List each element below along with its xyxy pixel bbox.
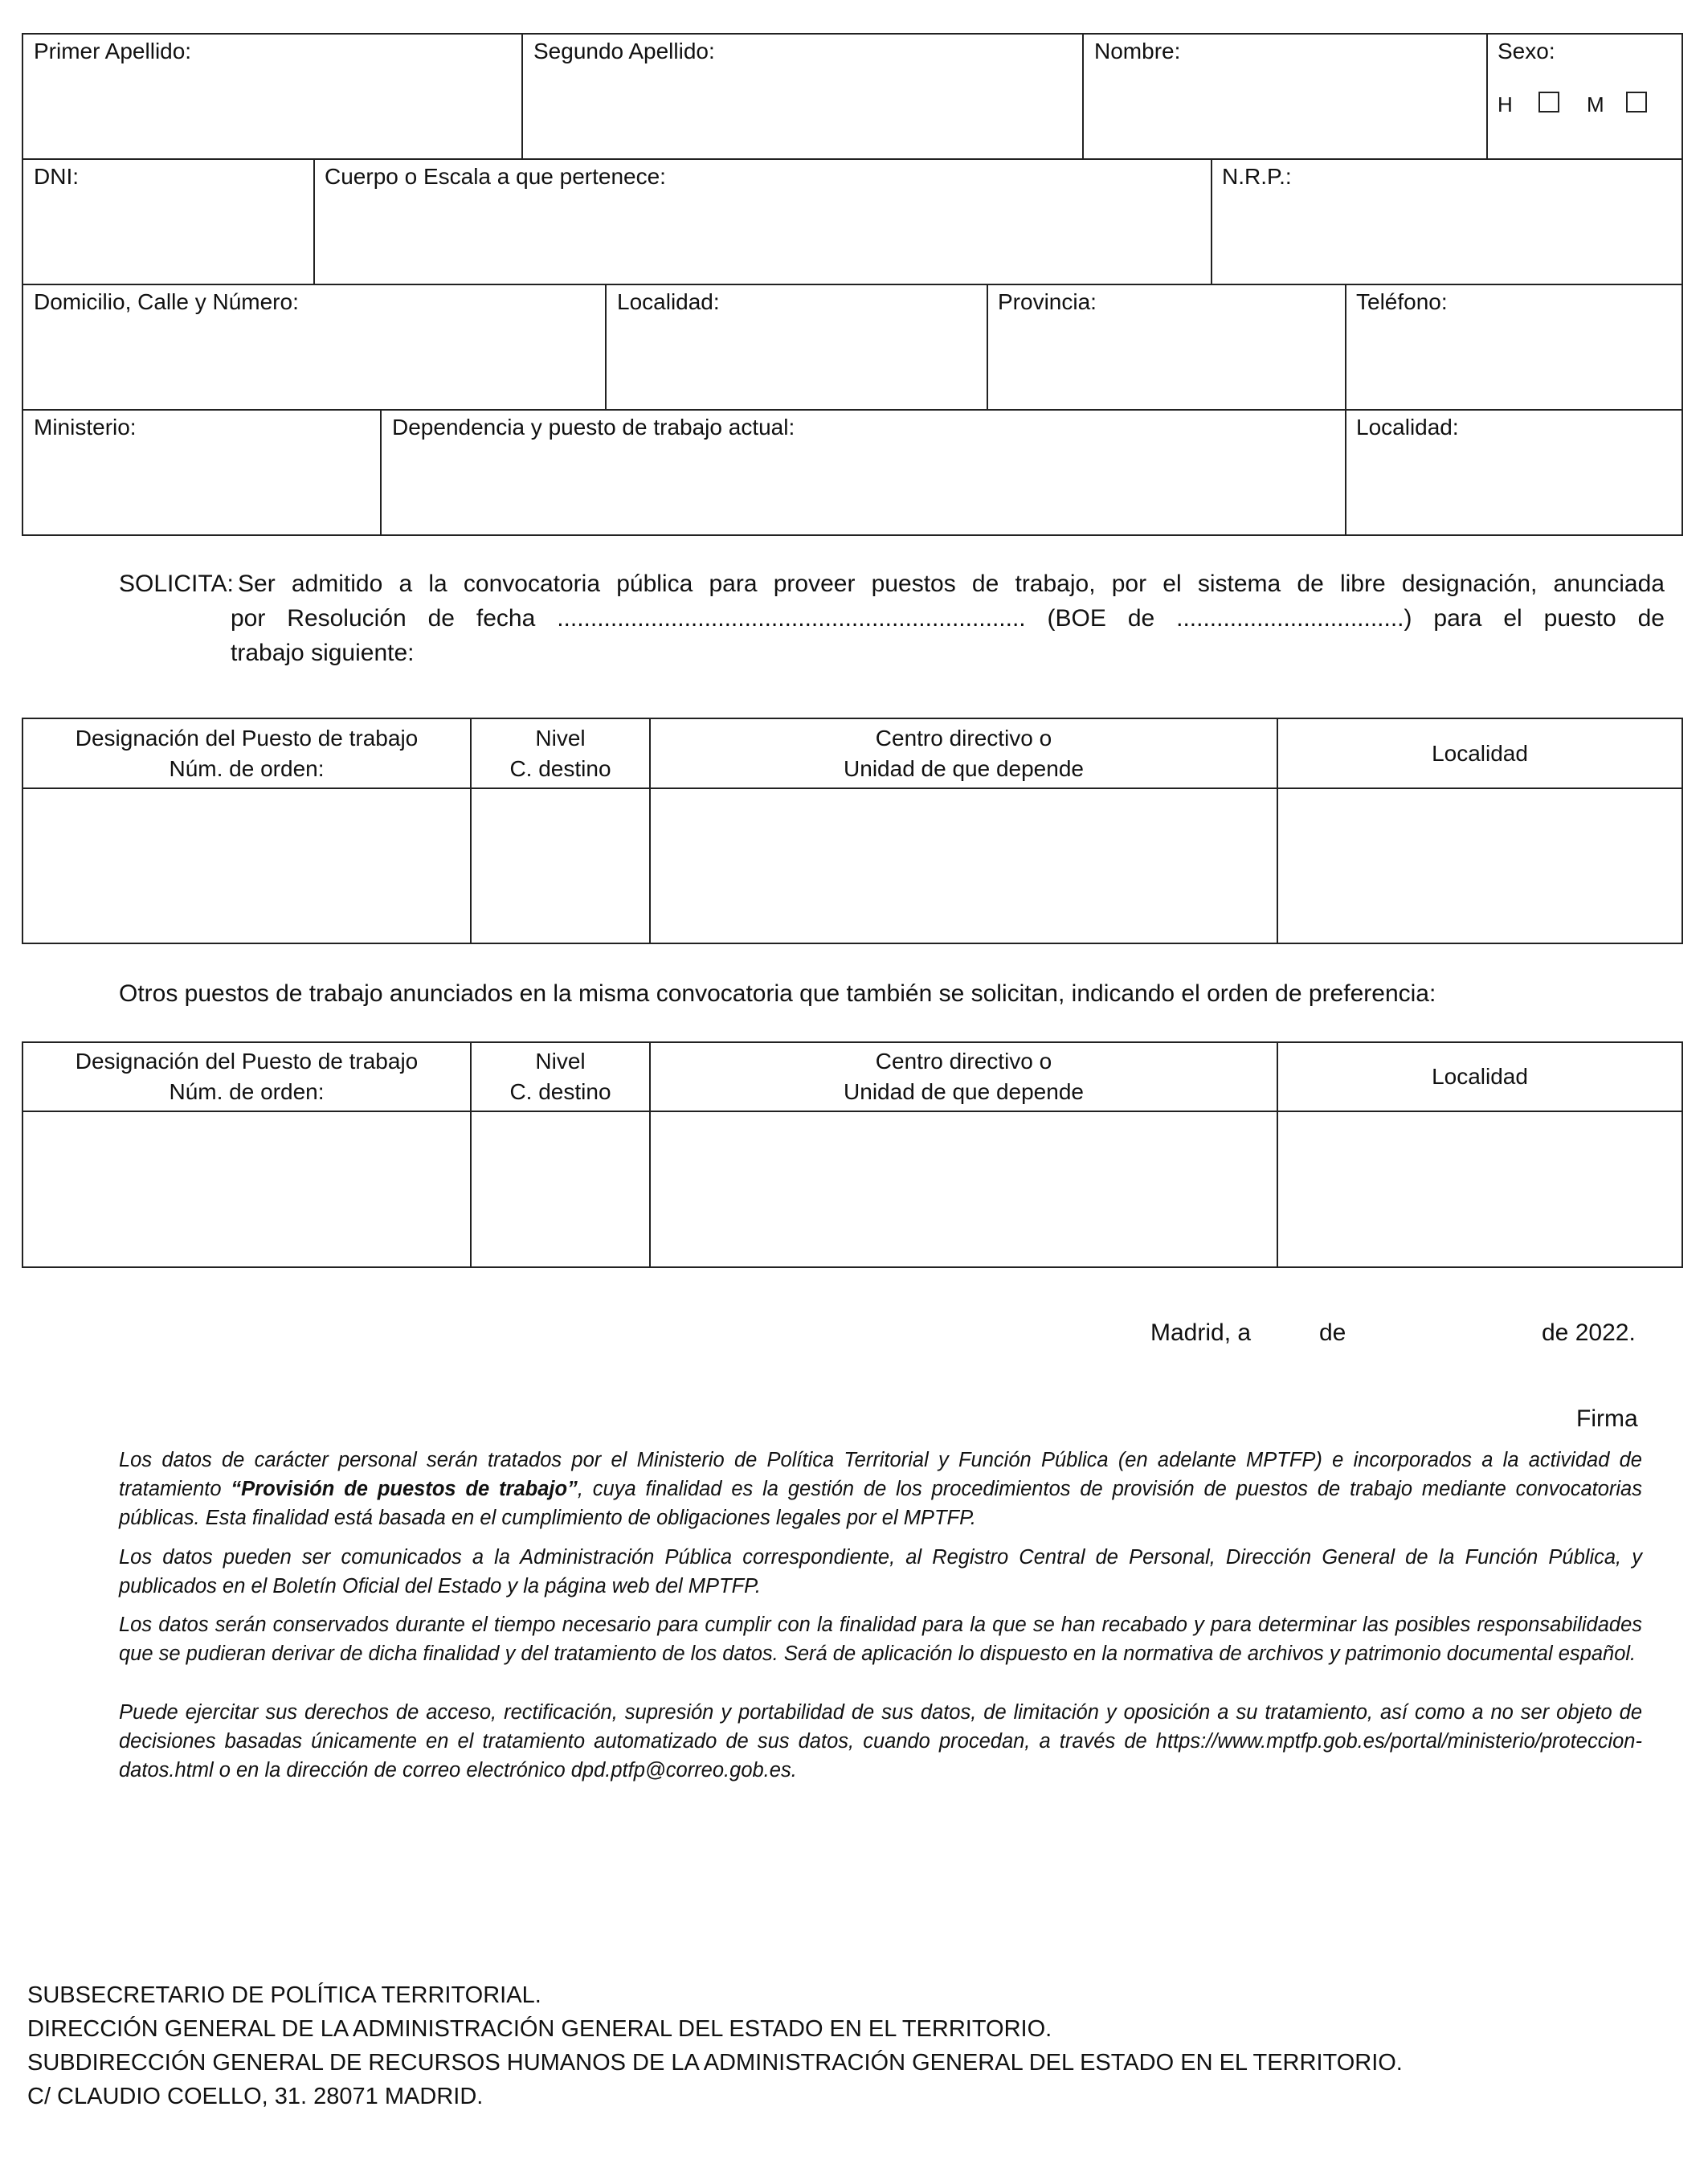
header-localidad [1278,1043,1681,1111]
sexo-h-label: H [1498,92,1513,117]
col-divider [1082,33,1084,159]
provincia-field[interactable]: Provincia: [998,289,1097,314]
header-designacion-line1: Designación del Puesto de trabajo [75,1049,419,1074]
header-designacion-line2: Núm. de orden: [169,755,325,781]
ministerio-field[interactable]: Ministerio: [34,415,137,440]
header-centro [651,1043,1277,1111]
legal-p1-pre: Los datos de carácter personal serán tratados por el Ministerio de Política Territorial y Función Pública (en adelante MPTFP) e incorporados a la actividad de tratamiento [119,1449,1642,1500]
row-divider [22,158,1683,160]
header-designacion-line1: Designación del Puesto de trabajo [75,725,419,751]
col-divider [1345,409,1346,536]
cell-centro-input[interactable] [651,1112,1277,1266]
header-centro-line1: Centro directivo o [875,1049,1052,1074]
cell-designacion-input[interactable] [23,789,470,943]
otros-puestos-text: Otros puestos de trabajo anunciados en la misma convocatoria que también se solicitan, indicando el orden de preferencia: [119,980,1436,1007]
solicita-label: SOLICITA: [119,571,234,597]
cell-designacion-input[interactable] [23,1112,470,1266]
header-nivel [472,719,649,787]
cell-localidad-input[interactable] [1278,1112,1681,1266]
header-centro-line2: Unidad de que depende [844,755,1084,781]
sexo-m-checkbox[interactable] [1626,92,1647,112]
signature-firma: Firma [1576,1405,1638,1432]
legal-paragraph-3: Los datos serán conservados durante el tiempo necesario para cumplir con la finalidad para la que se han recabado y para determinar las posibles responsabilidades que se pudieran derivar de dicha finalidad y del tratamiento de los datos. Será de aplicación lo dispuesto en la normativa de archivos y patrimonio documental español. [119,1614,1642,1665]
localidad-actual-field[interactable]: Localidad: [1356,415,1459,440]
telefono-field[interactable]: Teléfono: [1356,289,1448,314]
header-localidad-label: Localidad [1432,740,1528,766]
header-nivel-line2: C. destino [509,1079,611,1104]
segundo-apellido-field[interactable]: Segundo Apellido: [533,39,715,63]
signature-de: de [1319,1319,1346,1346]
sexo-h-checkbox[interactable] [1538,92,1559,112]
header-centro [651,719,1277,787]
legal-paragraph-4: Puede ejercitar sus derechos de acceso, rectificación, supresión y portabilidad de sus datos, de limitación y oposición a su tratamiento, así como a no ser objeto de decisiones basadas únicamente en el tratamiento automatizado de sus datos, cuando procedan, a través de https://www.mptfp.gob.es/portal/ministerio/proteccion-datos.html o en la dirección de correo electrónico dpd.ptfp@correo.gob.es. [119,1701,1642,1782]
legal-p1-post: , cuya finalidad es la gestión de los procedimientos de provisión de puestos de trabajo mediante convocatorias públicas. Esta finalidad está basada en el cumplimiento de obligaciones legales por el MPTFP. [119,1478,1642,1529]
row-divider [22,409,1683,411]
legal-paragraph-1 [119,1446,1642,1532]
domicilio-field[interactable]: Domicilio, Calle y Número: [34,289,299,314]
primer-apellido-field[interactable]: Primer Apellido: [34,39,192,63]
header-nivel-line1: Nivel [535,725,586,751]
header-localidad [1278,719,1681,787]
col-divider [1486,33,1488,159]
sexo-m-label: M [1587,92,1604,117]
header-nivel [472,1043,649,1111]
address-line-4: C/ CLAUDIO COELLO, 31. 28071 MADRID. [27,2084,484,2109]
col-divider [605,284,607,410]
dni-field[interactable]: DNI: [34,164,79,189]
nrp-field[interactable]: N.R.P.: [1222,164,1292,189]
header-centro-line2: Unidad de que depende [844,1079,1084,1104]
address-line-3: SUBDIRECCIÓN GENERAL DE RECURSOS HUMANOS DE LA ADMINISTRACIÓN GENERAL DEL ESTADO EN EL TERRITORIO. [27,2050,1403,2076]
header-nivel-line1: Nivel [535,1049,586,1074]
signature-year: de 2022. [1542,1319,1636,1346]
cell-centro-input[interactable] [651,789,1277,943]
signature-city: Madrid, a [1150,1319,1252,1346]
header-nivel-line2: C. destino [509,755,611,781]
cell-localidad-input[interactable] [1278,789,1681,943]
col-divider [521,33,523,159]
address-line-2: DIRECCIÓN GENERAL DE LA ADMINISTRACIÓN GENERAL DEL ESTADO EN EL TERRITORIO. [27,2016,1052,2042]
col-divider [313,158,315,284]
legal-p1-bold: “Provisión de puestos de trabajo” [231,1478,578,1500]
dependencia-field[interactable]: Dependencia y puesto de trabajo actual: [392,415,795,440]
header-designacion-line2: Núm. de orden: [169,1079,325,1104]
col-divider [380,409,382,536]
solicita-text-line2: por Resolución de fecha ...................................................................... (BOE de ..................................) para el puesto de [231,605,1665,632]
solicita-text-line3: trabajo siguiente: [231,640,415,666]
col-divider [987,284,988,410]
row-divider [22,284,1683,285]
solicita-text-line1: Ser admitido a la convocatoria pública para proveer puestos de trabajo, por el sistema de libre designación, anunciada [238,571,1665,597]
header-designacion [23,1043,470,1111]
legal-paragraph-2: Los datos pueden ser comunicados a la Administración Pública correspondiente, al Registro Central de Personal, Dirección General de la Función Pública, y publicados en el Boletín Oficial del Estado y la página web del MPTFP. [119,1546,1642,1597]
localidad-field[interactable]: Localidad: [617,289,720,314]
cuerpo-escala-field[interactable]: Cuerpo o Escala a que pertenece: [325,164,666,189]
col-divider [1345,284,1346,410]
cell-nivel-input[interactable] [472,789,649,943]
header-localidad-label: Localidad [1432,1064,1528,1089]
header-designacion [23,719,470,787]
address-line-1: SUBSECRETARIO DE POLÍTICA TERRITORIAL. [27,1982,541,2008]
col-divider [1211,158,1212,284]
sexo-label: Sexo: [1498,39,1555,63]
header-centro-line1: Centro directivo o [875,725,1052,751]
nombre-field[interactable]: Nombre: [1094,39,1181,63]
cell-nivel-input[interactable] [472,1112,649,1266]
